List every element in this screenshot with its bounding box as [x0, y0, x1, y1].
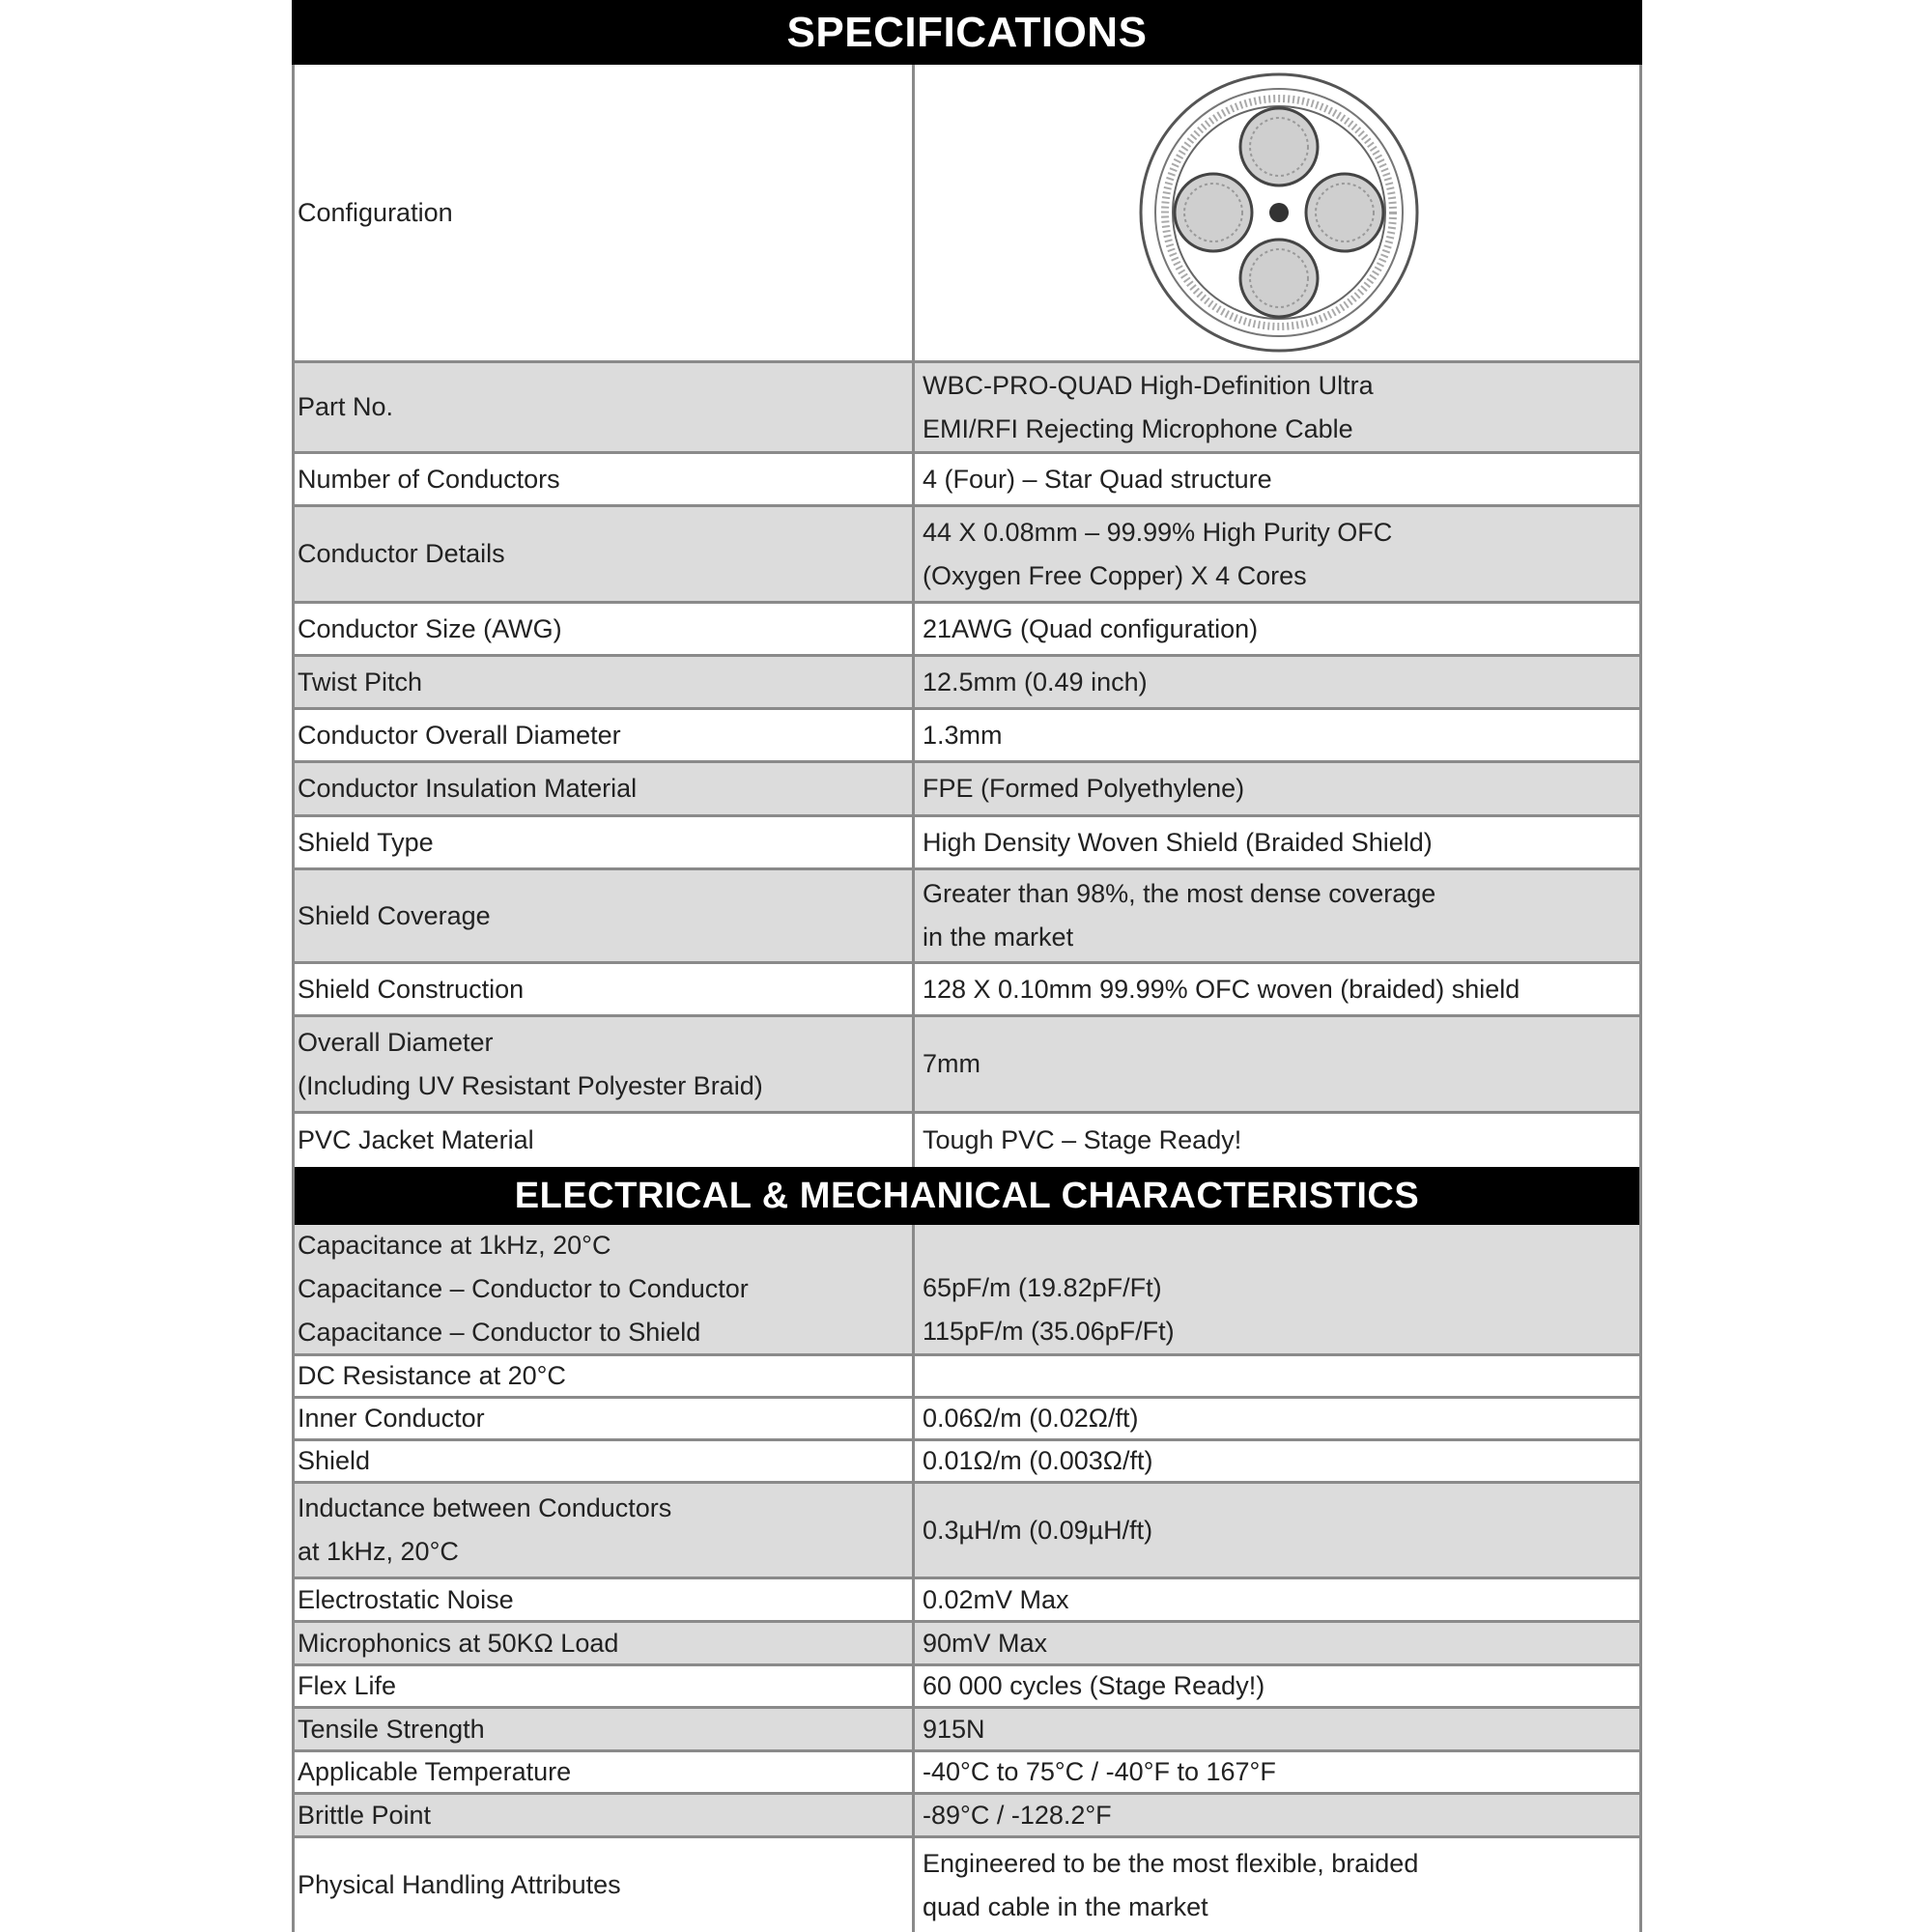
spec-row [292, 363, 1642, 454]
capacitance-row [292, 1225, 1642, 1356]
electrical-row [292, 1752, 1642, 1795]
electrical-row [292, 1795, 1642, 1838]
capacitance-label: Capacitance – Conductor to Shield [298, 1318, 701, 1347]
electrical-row [292, 1579, 1642, 1623]
inner-conductor-row [292, 1399, 1642, 1441]
spec-value: High Density Woven Shield (Braided Shield) [923, 827, 1433, 857]
electrical-row [292, 1623, 1642, 1666]
spec-value: FPE (Formed Polyethylene) [923, 774, 1245, 803]
spec-row [292, 964, 1642, 1017]
electrical-label: Tensile Strength [292, 1709, 915, 1749]
electrical-value: 0.02mV Max [923, 1584, 1069, 1614]
spec-label-line: Overall Diameter [298, 1027, 494, 1057]
spec-label: PVC Jacket Material [292, 1114, 915, 1167]
shield-value: 0.01Ω/m (0.003Ω/ft) [923, 1446, 1153, 1475]
spec-value [915, 363, 1642, 451]
spec-value-line: in the market [923, 923, 1074, 952]
inductance-label-line: Inductance between Conductors [298, 1493, 672, 1522]
spec-row [292, 870, 1642, 964]
inner-conductor-label: Inner Conductor [292, 1399, 915, 1438]
electrical-row [292, 1666, 1642, 1709]
spec-value: 4 (Four) – Star Quad structure [923, 464, 1272, 494]
specifications-header: SPECIFICATIONS [292, 0, 1642, 65]
spec-value: 1.3mm [923, 720, 1003, 750]
shield-label: Shield [292, 1441, 915, 1481]
dc-resistance-row [292, 1356, 1642, 1399]
shield-row [292, 1441, 1642, 1484]
capacitance-value: 65pF/m (19.82pF/Ft) [923, 1273, 1162, 1302]
cable-cross-section-icon [1134, 68, 1424, 357]
spec-label: Conductor Details [292, 507, 915, 601]
spec-value [915, 870, 1642, 961]
spec-label: Shield Coverage [292, 870, 915, 961]
spec-value-line: Greater than 98%, the most dense coverage [923, 879, 1436, 908]
capacitance-label: Capacitance – Conductor to Conductor [298, 1274, 749, 1303]
electrical-label: Applicable Temperature [292, 1752, 915, 1792]
configuration-row [292, 65, 1642, 363]
electrical-label: Electrostatic Noise [292, 1579, 915, 1620]
spec-row [292, 710, 1642, 763]
spec-label: Number of Conductors [292, 454, 915, 504]
dc-resistance-value [915, 1356, 1642, 1396]
handling-value [915, 1838, 1642, 1932]
electrical-value: -89°C / -128.2°F [923, 1800, 1112, 1830]
spec-row [292, 604, 1642, 657]
spec-row [292, 763, 1642, 817]
electrical-value: -40°C to 75°C / -40°F to 167°F [923, 1757, 1276, 1786]
inductance-value: 0.3µH/m (0.09µH/ft) [923, 1515, 1153, 1545]
spec-value-line: WBC-PRO-QUAD High-Definition Ultra [923, 370, 1374, 400]
spec-label: Shield Construction [292, 964, 915, 1014]
inductance-row [292, 1484, 1642, 1579]
electrical-mechanical-header: ELECTRICAL & MECHANICAL CHARACTERISTICS [292, 1167, 1642, 1225]
spec-row [292, 454, 1642, 507]
electrical-label: Microphonics at 50KΩ Load [292, 1623, 915, 1663]
spec-label: Twist Pitch [292, 657, 915, 707]
electrical-row [292, 1709, 1642, 1752]
electrical-label: Brittle Point [292, 1795, 915, 1835]
spec-label: Part No. [292, 363, 915, 451]
dc-resistance-label: DC Resistance at 20°C [292, 1356, 915, 1396]
spec-row [292, 817, 1642, 870]
electrical-value: 60 000 cycles (Stage Ready!) [923, 1671, 1265, 1700]
spec-label: Conductor Overall Diameter [292, 710, 915, 760]
spec-value [915, 507, 1642, 601]
spec-value: 12.5mm (0.49 inch) [923, 667, 1148, 696]
electrical-value: 90mV Max [923, 1628, 1048, 1658]
inductance-label-line: at 1kHz, 20°C [298, 1537, 459, 1566]
capacitance-value: 115pF/m (35.06pF/Ft) [923, 1317, 1175, 1346]
inductance-label [292, 1484, 915, 1577]
inner-conductor-value: 0.06Ω/m (0.02Ω/ft) [923, 1404, 1139, 1433]
configuration-label: Configuration [292, 65, 915, 360]
spec-value: 21AWG (Quad configuration) [923, 613, 1259, 643]
spec-label: Shield Type [292, 817, 915, 867]
cable-cross-section-diagram [915, 65, 1642, 360]
spec-row [292, 1017, 1642, 1114]
spec-value: Tough PVC – Stage Ready! [923, 1125, 1242, 1154]
handling-value-line: Engineered to be the most flexible, braided [923, 1848, 1419, 1878]
capacitance-label: Capacitance at 1kHz, 20°C [298, 1231, 611, 1260]
spec-value: 128 X 0.10mm 99.99% OFC woven (braided) shield [923, 974, 1520, 1004]
capacitance-values [915, 1225, 1642, 1353]
spec-row [292, 507, 1642, 604]
handling-label: Physical Handling Attributes [292, 1838, 915, 1932]
spec-sheet [292, 0, 1642, 1932]
capacitance-labels [292, 1225, 915, 1353]
handling-row [292, 1838, 1642, 1932]
electrical-value: 915N [923, 1714, 985, 1744]
spec-row [292, 1114, 1642, 1167]
spec-value-line: (Oxygen Free Copper) X 4 Cores [923, 560, 1307, 590]
spec-value-line: 44 X 0.08mm – 99.99% High Purity OFC [923, 517, 1393, 547]
spec-label: Conductor Size (AWG) [292, 604, 915, 654]
spec-label [292, 1017, 915, 1111]
spec-label-line: (Including UV Resistant Polyester Braid) [298, 1070, 763, 1100]
electrical-label: Flex Life [292, 1666, 915, 1706]
spec-label: Conductor Insulation Material [292, 763, 915, 814]
spec-value: 7mm [923, 1049, 980, 1078]
spec-value-line: EMI/RFI Rejecting Microphone Cable [923, 413, 1353, 443]
handling-value-line: quad cable in the market [923, 1891, 1208, 1921]
spec-row [292, 657, 1642, 710]
